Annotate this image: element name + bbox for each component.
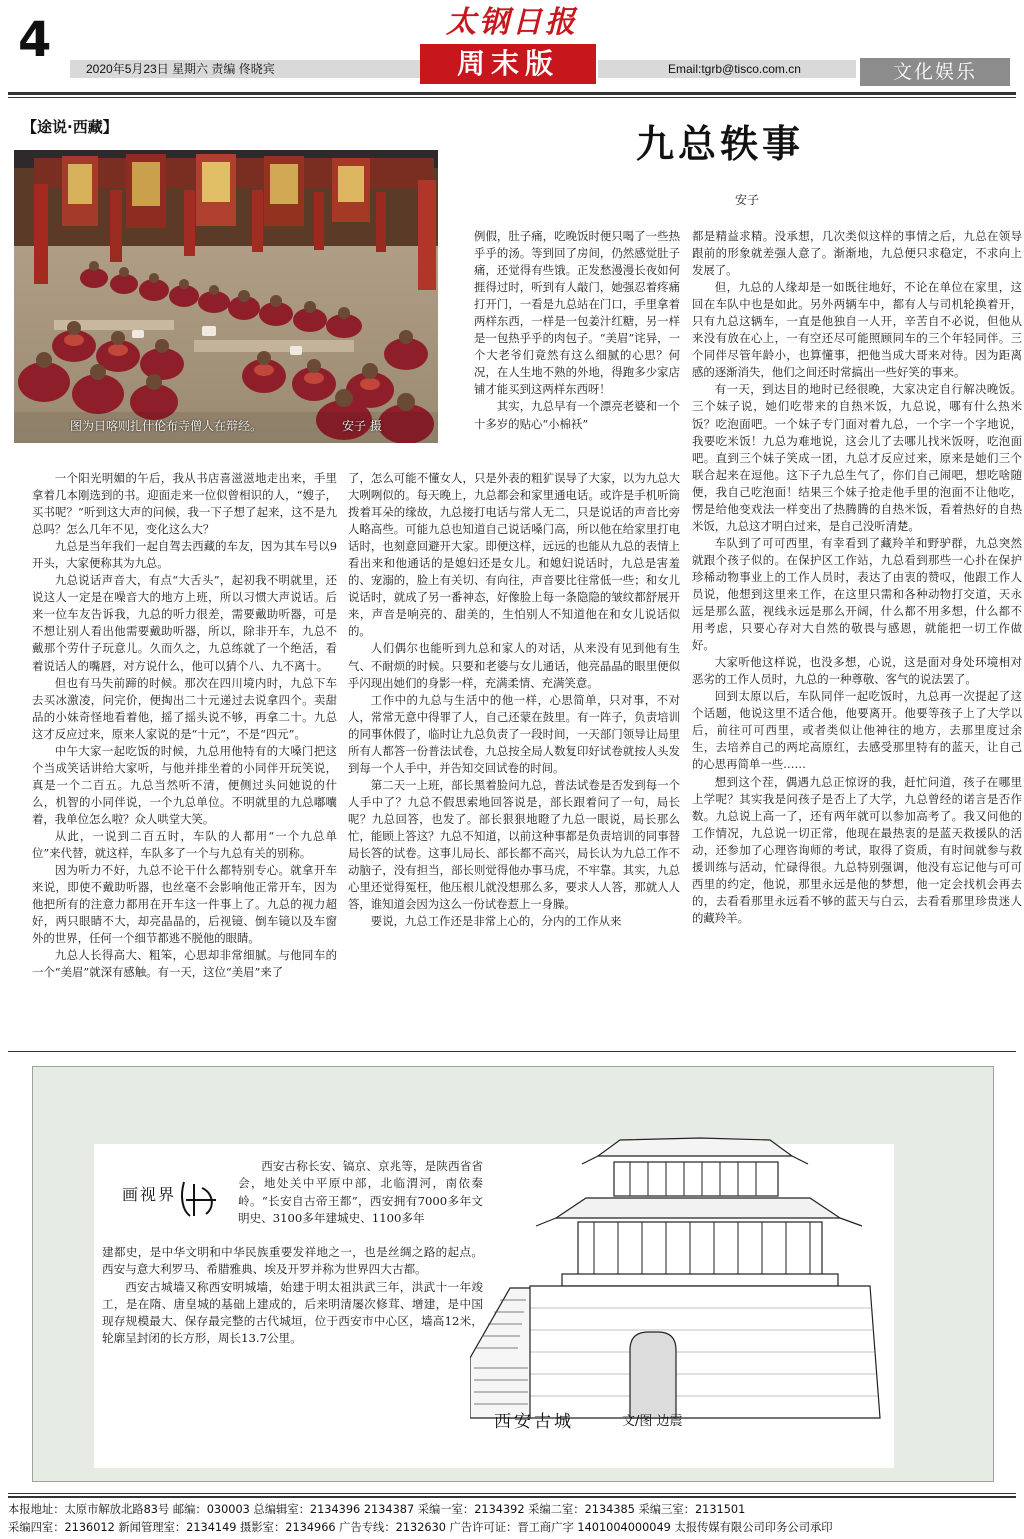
paragraph: 但也有马失前蹄的时候。那次在四川境内时，九总下车去买冰激凌，问完价，便掏出二十元递过去说拿四个。卖甜品的小妹奇怪地看着他，摇了摇头说不够，再拿二十。九总这才反应过来，原来人家说的是“十元”，不是“四元”。	[32, 675, 337, 741]
brush-ornament-icon	[176, 1176, 222, 1222]
drawing-title: 西安古城	[494, 1412, 574, 1432]
monks-debate-photo	[14, 150, 438, 443]
paragraph: 从此，一说到二百五时，车队的人都用“一个九总单位”来代替，就这样，车队多了一个与九总有关的别称。	[32, 828, 337, 861]
article-byline: 安子	[735, 193, 760, 207]
paragraph: 一个阳光明媚的午后，我从书店喜滋滋地走出来，手里拿着几本刚选到的书。迎面走来一位似曾相识的人，“嫂子，买书呢？”听到这大声的问候，我一下子想了起来，这不是九总吗？怎么几年不见，变化这么大？	[32, 471, 337, 537]
xian-city-wall-drawing	[470, 1118, 884, 1432]
paragraph: 要说，九总工作还是非常上心的，分内的工作从来	[370, 914, 622, 929]
paragraph: 了，怎么可能不懂女人，只是外表的粗犷误导了大家，以为九总大大咧咧似的。每天晚上，九总都会和家里通电话。或许是手机听筒拨着耳朵的缘故，九总接打电话与常人无二，只是说话的声音比旁人略高些。可能九总也知道自己说话嗓门高，所以他在给家里打电话时，也刻意回避开大家。即便这样，远远的也能从九总的表情上看出来和他通话的是媳妇还是女儿。和媳妇说话时，九总是害羞的、宠溺的，脸上有关切、有向往，声音要比往常低一些；和女儿说话时，就成了另一番神态，好像脸上每一条隐隐的皱纹都舒展开来，声音是响亮的、甜美的，生怕别人不知道他在和女儿说话似的。	[348, 471, 680, 639]
article-column-2	[348, 470, 680, 930]
footer-contact-line-1: 本报地址：太原市解放北路83号 邮编：030003 总编辑室：2134396 2134387 采编一室：2134392 采编二室：2134385 采编三室：2131501	[8, 1503, 746, 1516]
photo-caption: 图为日喀则扎什伦布寺僧人在辩经。	[70, 419, 263, 433]
paragraph: 例假，肚子痛，吃晚饭时便只喝了一些热乎乎的汤。等到回了房间，仍然感觉肚子痛，还觉得有些饿。正发愁漫漫长夜如何捱得过时，听到有人敲门，她强忍着疼痛打开门，一看是九总站在门口，手里拿着两样东西，一样是一包姜汁红糖，另一样是一包热乎乎的肉包子。“美眉”诧异，一个大老爷们竟然有这么细腻的心思？何况，在人生地不熟的外地，得跑多少家店铺才能买到这两样东西呀！	[474, 229, 680, 397]
section-name: 文化娱乐	[892, 61, 977, 83]
section-divider	[8, 1051, 1016, 1052]
footer-contact-line-2: 采编四室：2136012 新闻管理室：2134149 摄影室：2134966 广告专线：2132630 广告许可证：晋工商广字 1401004000049 太报传媒有限公司印务公司承印	[8, 1521, 833, 1534]
article-column-3	[474, 228, 680, 433]
feature-kicker: 画视界	[122, 1185, 177, 1204]
paragraph: 都是精益求精。没承想，几次类似这样的事情之后，九总在领导跟前的形象就差强人意了。渐渐地，九总便只求稳定，不求向上发展了。	[692, 229, 1022, 278]
paragraph: 其实，九总早有一个漂亮老婆和一个十多岁的贴心“小棉袄”	[474, 399, 680, 431]
paragraph: 九总人长得高大、粗笨，心思却非常细腻。与他同车的一个“美眉”就深有感触。有一天，这位“美眉”来了	[32, 948, 337, 980]
paragraph: 因为听力不好，九总不论干什么都特别专心。就拿开车来说，即使不戴助听器，也丝毫不会影响他正常开车，因为他把所有的注意力都用在开车这一件事上了。九总的视力超好，两只眼睛不大，却亮晶晶的，后视镜、倒车镜以及车窗外的世界，任何一个细节都逃不脱他的眼睛。	[32, 863, 337, 946]
top-rule	[8, 92, 1016, 95]
paragraph: 但，九总的人缘却是一如既往地好，不论在单位在家里，这回在车队中也是如此。另外两辆车中，都有人与司机轮换着开，只有九总这辆车，一直是他独自一人开，辛苦自不必说，但他从来没有放在心上，一有空还尽可能照顾同车的三个年轻同伴。三个同伴尽管年龄小，也算懂事，把他当成大哥来对待。因为距离感的逐渐消失，他们之间还时常搞出一些好笑的事来。	[692, 280, 1022, 380]
paragraph: 建都史，是中华文明和中华民族重要发祥地之一，也是丝绸之路的起点。西安与意大利罗马、希腊雅典、埃及开罗并称为世界四大古都。	[102, 1245, 483, 1277]
drawing-credit: 文/图 边震	[622, 1414, 683, 1429]
feature-text-continued	[102, 1244, 483, 1348]
article-headline: 九总轶事	[636, 122, 805, 166]
column-tag: 【途说·西藏】	[22, 118, 118, 136]
paragraph: 九总是当年我们一起自驾去西藏的车友，因为其车号以9开头，大家便称其为九总。	[32, 539, 337, 571]
article-column-4	[692, 228, 1022, 927]
page-number: 4	[18, 12, 52, 68]
paragraph: 工作中的九总与生活中的他一样，心思简单，只对事，不对人，常常无意中得罪了人，自己还蒙在鼓里。有一阵子，负责培训的同事休假了，临时让九总负责了一段时间，一天部门领导让局里所有人都答一份普法试卷，九总按全局人数复印好试卷就按人头发到每一个人手中，并告知交回试卷的时间。	[348, 692, 680, 775]
paragraph: 中午大家一起吃饭的时候，九总用他特有的大嗓门把这个当成笑话讲给大家听，与他并排坐着的小同伴开玩笑说，真是一个二百五。九总当然听不清，便侧过头问她说的什么，机智的小同伴说，一个九总单位。不明就里的九总嘟囔着，我单位怎么啦？众人哄堂大笑。	[32, 743, 337, 826]
edition-name: 周末版	[456, 47, 559, 80]
paragraph: 大家听他这样说，也没多想，心说，这是面对身处环境相对恶劣的工作人员时，九总的一种尊敬、客气的说法罢了。	[692, 655, 1022, 687]
paragraph: 西安古称长安、镐京、京兆等，是陕西省省会，地处关中平原中部，北临渭河，南依秦岭。“长安自古帝王都”，西安拥有7000多年文明史、3100多年建城史、1100多年	[238, 1159, 483, 1225]
paragraph: 回到太原以后，车队同伴一起吃饭时，九总再一次提起了这个话题，他说这里不适合他，他要离开。他要等孩子上了大学以后，前往可可西里，或者类似让他神往的地方，去那里度过余生，去培养自己的两坨高原红，去感受那里特有的蓝天，让自己的心思再简单一些……	[692, 689, 1022, 772]
paragraph: 九总说话声音大，有点“大舌头”，起初我不明就里，还说这人一定是在噪音大的地方上班，所以习惯大声说话。后来一位车友告诉我，九总的听力很差，需要戴助听器，可是不想让别人看出他需要戴助听器，所以，除非开车，九总不戴那个劳什子玩意儿。久而久之，九总练就了一个绝活，看着说话人的嘴唇，对方说什么，他可以猜个八、九不离十。	[32, 573, 337, 673]
paragraph: 想到这个茬，偶遇九总正惊讶的我，赶忙问道，孩子在哪里上学呢？其实我是问孩子是否上了大学，九总曾经的诺言是否作数。九总说上高一了，还有两年就可以参加高考了。我又问他的工作情况，九总说一切正常，他现在最热衷的是蓝天救援队的活动，还参加了心理咨询师的考试，取得了资质，有时间就参与救援训练与活动，忙碌得很。九总特别强调，他没有忘记他与可可西里的约定，他说，那里永远是他的梦想，他一定会找机会再去的，去看看那里永远看不够的蓝天与白云，去看看那里珍贵迷人的藏羚羊。	[692, 774, 1022, 925]
footer-rule-thick	[8, 1496, 1016, 1498]
paragraph: 第二天一上班，部长黑着脸问九总，普法试卷是否发到每一个人手中了？九总不假思索地回答说是，部长跟着问了一句，局长呢？九总回答，也发了。部长狠狠地瞪了九总一眼说，局长那么忙，能顾上答这？九总不知道，以前这种事都是负责培训的同事替局长答的试卷。这事儿局长、部长都不高兴，局长认为九总工作不动脑子，没有担当，部长则觉得他办事马虎，不牢靠。其实，九总心里还觉得冤枉，他压根儿就没想那么多，要求人人答，那就人人答，谁知道会因为这么一份试卷惹上一身臊。	[348, 777, 680, 912]
paragraph: 车队到了可可西里，有幸看到了藏羚羊和野驴群，九总突然就跟个孩子似的。在保护区工作站，九总看到那些一心扑在保护珍稀动物事业上的工作人员时，表达了由衷的赞叹，他跟工作人员说，他想到这里来工作，在这里只需和各种动物打交道，天永远是那么蓝，视线永远是那么开阔，什么都不用多想，什么都不用考虑，只要心存对大自然的敬畏与感恩，就能把一切工作做好。	[692, 535, 1022, 653]
date-line: 2020年5月23日 星期六 责编 佟晓宾	[86, 62, 275, 76]
article-column-1	[32, 470, 337, 981]
paragraph: 西安古城墙又称西安明城墙，始建于明太祖洪武三年，洪武十一年竣工，是在隋、唐皇城的基础上建成的，后来明清屡次修茸、增建，是中国现存规模最大、保存最完整的古代城垣，位于西安市中心区，墙高12米，轮廓呈封闭的长方形，周长13.7公里。	[102, 1279, 483, 1346]
feature-text	[238, 1158, 483, 1227]
top-rule-thin	[8, 97, 1016, 98]
newspaper-logo: 太钢日报	[446, 5, 578, 40]
footer-rule	[8, 1493, 1016, 1494]
paragraph: 人们偶尔也能听到九总和家人的对话，从来没有见到他有生气、不耐烦的时候。只要和老婆与女儿通话，他亮晶晶的眼里便似乎闪现出她们的身影一样，充满柔情、充满笑意。	[348, 641, 680, 690]
photo-credit: 安子 摄	[342, 419, 382, 433]
email-address: Email:tgrb@tisco.com.cn	[668, 62, 801, 76]
paragraph: 有一天，到达目的地时已经很晚，大家决定自行解决晚饭。三个妹子说，她们吃带来的自热米饭，九总说，哪有什么热米饭？吃泡面吧。一个妹子专门面对着九总，一个字一个字地说，我要吃米饭！九总为难地说，这会儿了去哪儿找米饭呀，吃泡面吧。直到三个妹子笑成一团，九总才反应过来，原来是她们三个联合起来在逗他。这下子九总生气了，你们自己闹吧，想吃啥随便，我自己吃泡面！结果三个妹子抢走他手里的泡面不让他吃，愣是给他变戏法一样变出了热腾腾的自热米饭，看着热好的自热米饭，九总这才明白过来，是自己没听清楚。	[692, 382, 1022, 533]
